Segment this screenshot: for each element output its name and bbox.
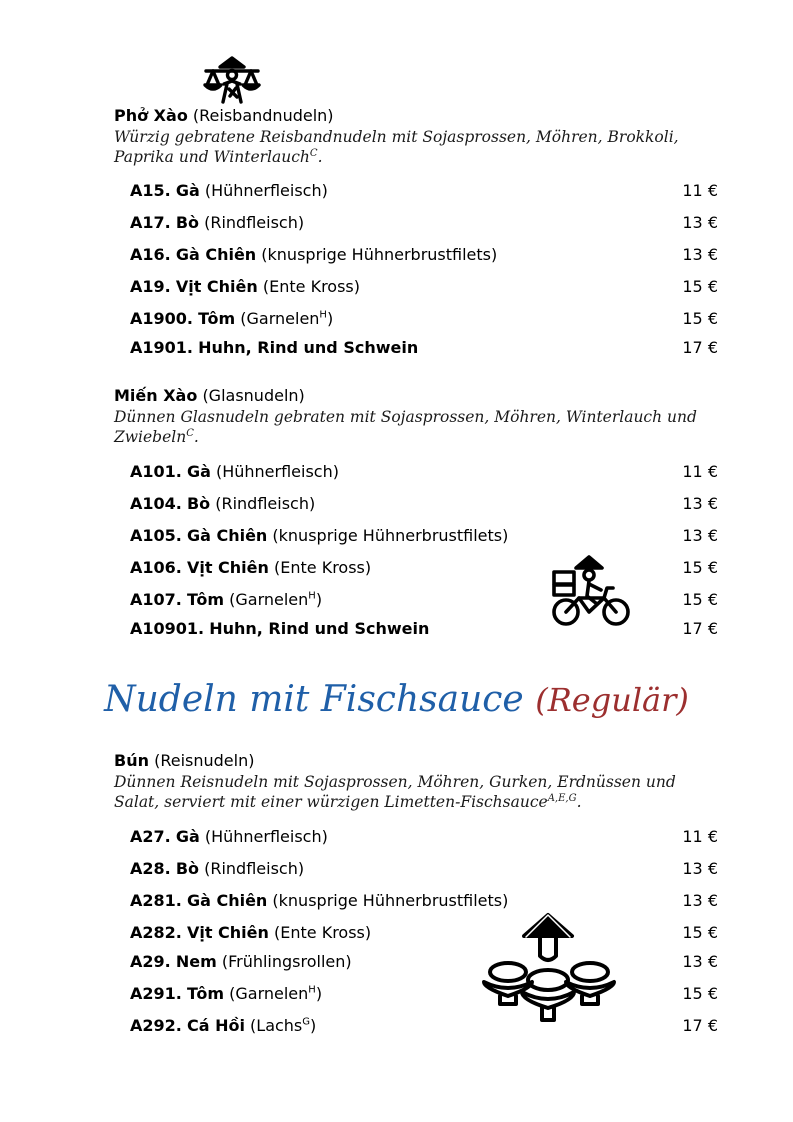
section-bun bbox=[114, 751, 724, 812]
menu-item-price: 15 € bbox=[682, 309, 718, 328]
menu-item-price: 11 € bbox=[682, 181, 718, 200]
menu-item-price: 13 € bbox=[682, 245, 718, 264]
menu-item-price: 15 € bbox=[682, 923, 718, 942]
menu-item: A28. Bò (Rindfleisch) 13 € bbox=[130, 859, 718, 878]
banner-title: Nudeln mit Fischsauce bbox=[104, 679, 524, 720]
menu-item: A17. Bò (Rindfleisch) 13 € bbox=[130, 213, 718, 232]
section-title: Bún (Reisnudeln) bbox=[114, 751, 255, 770]
food-bowls-icon bbox=[480, 910, 620, 1026]
menu-item: A29. Nem (Frühlingsrollen) 13 € bbox=[130, 952, 718, 971]
menu-item: A1900. Tôm (Garnelen$^H$) 15 € bbox=[130, 309, 718, 328]
menu-item-price: 11 € bbox=[682, 827, 718, 846]
menu-item-price: 13 € bbox=[682, 891, 718, 910]
section-description: Dünnen Reisnudeln mit Sojasprossen, Möhren, Gurken, Erdnüssen und Salat, serviert mit einer würzigen Limetten-Fischsauce$^{A,E,G}$. bbox=[114, 773, 676, 811]
menu-item: A107. Tôm (Garnelen$^H$) 15 € bbox=[130, 590, 718, 609]
menu-item-price: 17 € bbox=[682, 619, 718, 638]
section-title: Miến Xào (Glasnudeln) bbox=[114, 386, 305, 405]
menu-item: A15. Gà (Hühnerfleisch) 11 € bbox=[130, 181, 718, 200]
menu-item-price: 15 € bbox=[682, 984, 718, 1003]
menu-item: A282. Vịt Chiên (Ente Kross) 15 € bbox=[130, 923, 718, 942]
menu-item: A105. Gà Chiên (knusprige Hühnerbrustfilets) 13 € bbox=[130, 526, 718, 545]
menu-item-price: 15 € bbox=[682, 590, 718, 609]
menu-item-price: 11 € bbox=[682, 462, 718, 481]
menu-item-price: 13 € bbox=[682, 494, 718, 513]
menu-item: A10901. Huhn, Rind und Schwein 17 € bbox=[130, 619, 718, 638]
menu-item: A104. Bò (Rindfleisch) 13 € bbox=[130, 494, 718, 513]
menu-item: A16. Gà Chiên (knusprige Hühnerbrustfilets) 13 € bbox=[130, 245, 718, 264]
menu-item: A106. Vịt Chiên (Ente Kross) 15 € bbox=[130, 558, 718, 577]
bicycle-vendor-icon bbox=[549, 554, 633, 628]
menu-item-price: 17 € bbox=[682, 1016, 718, 1035]
section-mien-xao bbox=[114, 386, 724, 447]
menu-item-price: 13 € bbox=[682, 526, 718, 545]
menu-item-price: 13 € bbox=[682, 952, 718, 971]
section-title: Phở Xào (Reisbandnudeln) bbox=[114, 106, 334, 125]
menu-item-price: 15 € bbox=[682, 277, 718, 296]
banner-subtitle: (Regulär) bbox=[535, 681, 689, 719]
menu-item-price: 17 € bbox=[682, 338, 718, 357]
menu-item: A291. Tôm (Garnelen$^H$) 15 € bbox=[130, 984, 718, 1003]
menu-item: A281. Gà Chiên (knusprige Hühnerbrustfilets) 13 € bbox=[130, 891, 718, 910]
menu-item: A27. Gà (Hühnerfleisch) 11 € bbox=[130, 827, 718, 846]
category-banner bbox=[0, 676, 793, 724]
vendor-scale-icon bbox=[203, 55, 261, 107]
section-description: Dünnen Glasnudeln gebraten mit Sojasprossen, Möhren, Winterlauch und Zwiebeln$^C$. bbox=[114, 408, 697, 446]
menu-item: A19. Vịt Chiên (Ente Kross) 15 € bbox=[130, 277, 718, 296]
menu-item: A292. Cá Hồi (Lachs$^G$) 17 € bbox=[130, 1016, 718, 1035]
menu-item-price: 13 € bbox=[682, 859, 718, 878]
menu-item-price: 13 € bbox=[682, 213, 718, 232]
section-description: Würzig gebratene Reisbandnudeln mit Sojasprossen, Möhren, Brokkoli, Paprika und Winterlauch$^C$. bbox=[114, 128, 679, 166]
section-pho-xao bbox=[114, 106, 724, 167]
menu-item-price: 15 € bbox=[682, 558, 718, 577]
menu-item: A101. Gà (Hühnerfleisch) 11 € bbox=[130, 462, 718, 481]
menu-item: A1901. Huhn, Rind und Schwein 17 € bbox=[130, 338, 718, 357]
